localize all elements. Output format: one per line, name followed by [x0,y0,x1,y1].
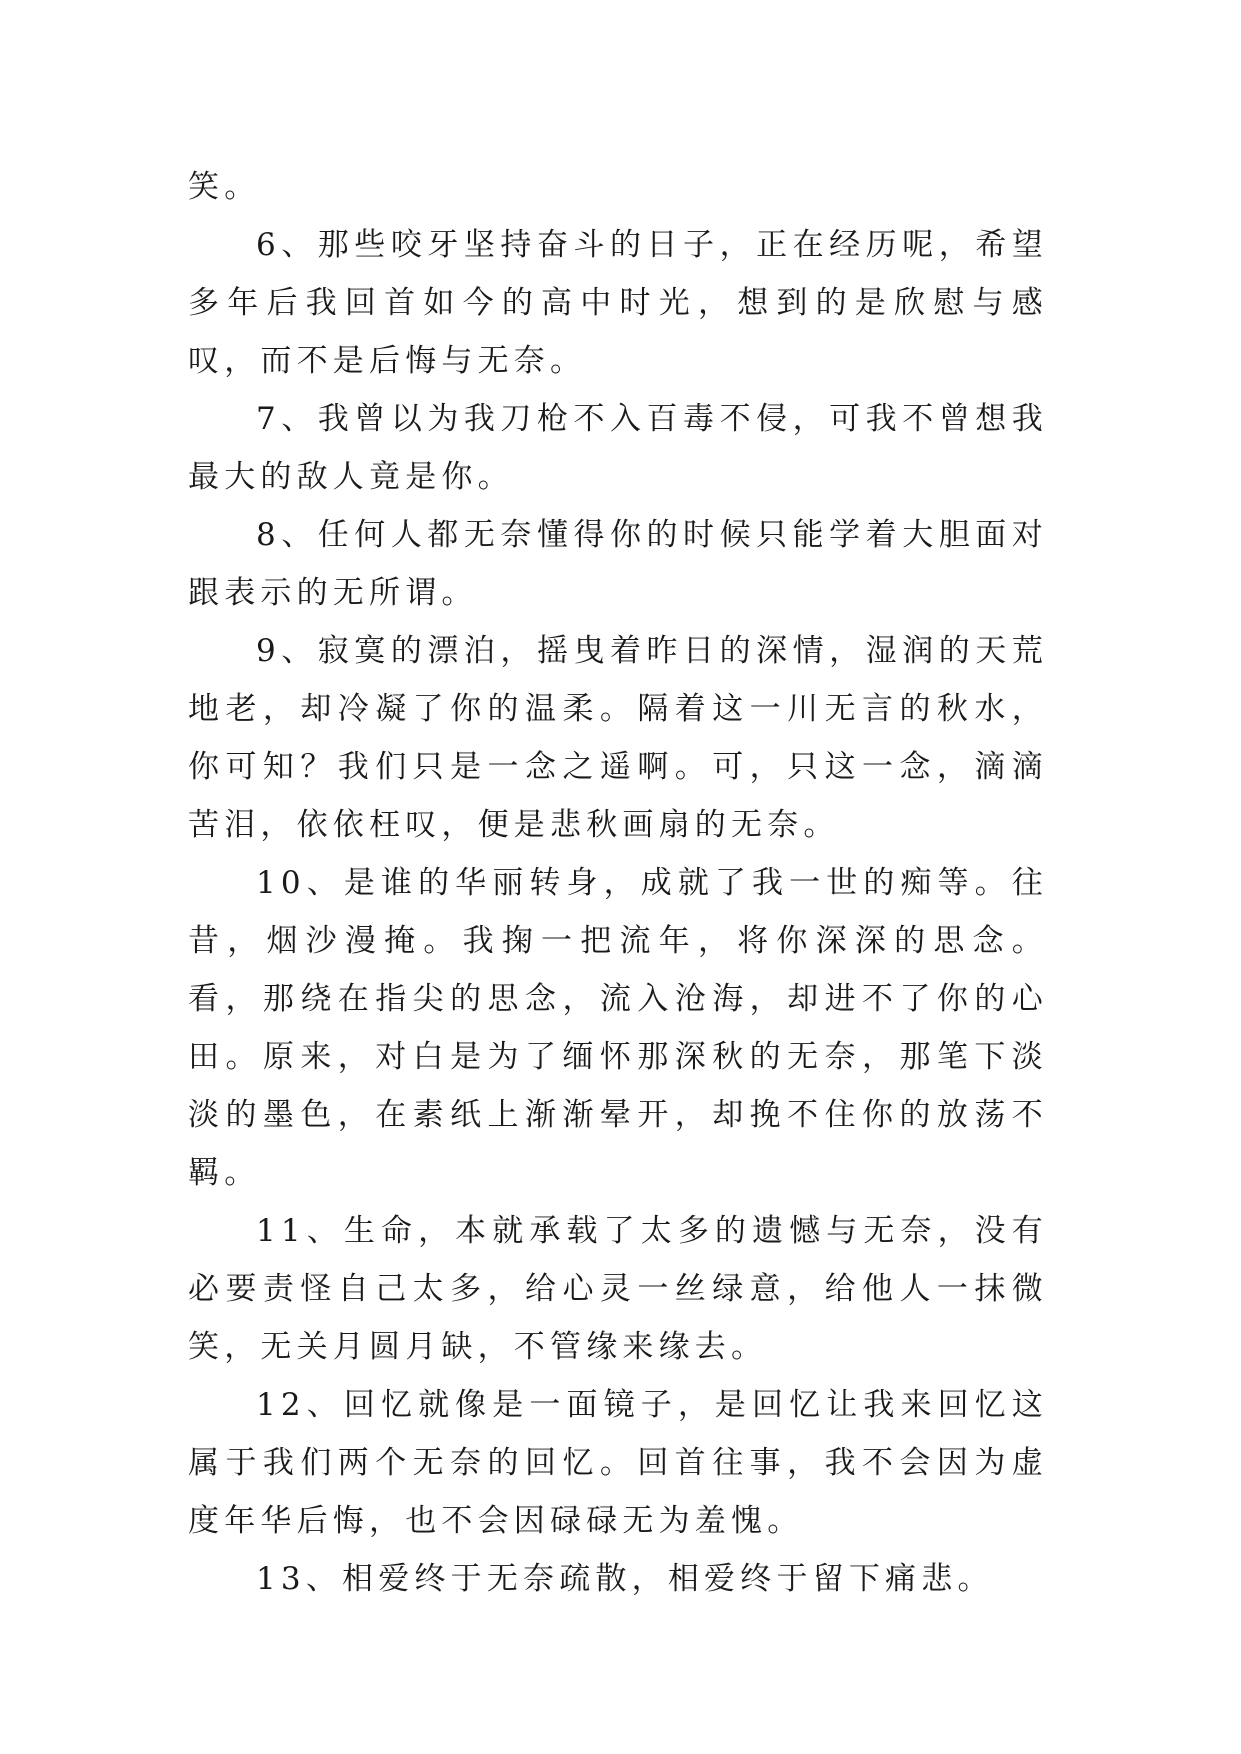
paragraph-item-13: 13、相爱终于无奈疏散，相爱终于留下痛悲。 [256,1561,994,1597]
paragraph-item-9: 9、寂寞的漂泊，摇曳着昨日的深情，湿润的天荒地老，却冷凝了你的温柔。隔着这一川无言的秋水，你可知？我们只是一念之遥啊。可，只这一念，滴滴苦泪，依依枉叹，便是悲秋画扇的无奈。 [188,633,1048,843]
document-body [188,158,1048,1608]
paragraph-item-6: 6、那些咬牙坚持奋斗的日子，正在经历呢，希望多年后我回首如今的高中时光，想到的是欣慰与感叹，而不是后悔与无奈。 [188,227,1048,379]
paragraph-continuation: 笑。 [188,169,261,205]
paragraph-item-11: 11、生命，本就承载了太多的遗憾与无奈，没有必要责怪自己太多，给心灵一丝绿意，给他人一抹微笑，无关月圆月缺，不管缘来缘去。 [188,1213,1048,1365]
paragraph-item-8: 8、任何人都无奈懂得你的时候只能学着大胆面对跟表示的无所谓。 [188,517,1048,611]
paragraph-item-12: 12、回忆就像是一面镜子，是回忆让我来回忆这属于我们两个无奈的回忆。回首往事，我不会因为虚度年华后悔，也不会因碌碌无为羞愧。 [188,1387,1048,1539]
paragraph-item-10: 10、是谁的华丽转身，成就了我一世的痴等。往昔，烟沙漫掩。我掬一把流年，将你深深的思念。看，那绕在指尖的思念，流入沧海，却进不了你的心田。原来，对白是为了缅怀那深秋的无奈，那笔下淡淡的墨色，在素纸上渐渐晕开，却挽不住你的放荡不羁。 [188,865,1048,1191]
paragraph-item-7: 7、我曾以为我刀枪不入百毒不侵，可我不曾想我最大的敌人竟是你。 [188,401,1048,495]
